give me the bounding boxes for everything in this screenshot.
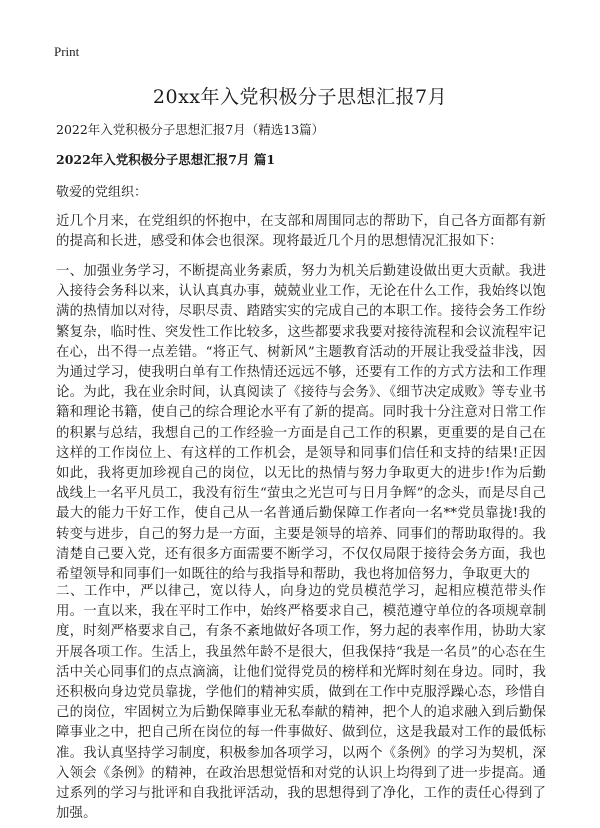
document-subtitle: 2022年入党积极分子思想汇报7月（精选13篇） (56, 122, 325, 137)
body-paragraph: 近几个月来，在党组织的怀抱中，在支部和周围同志的帮助下，自己各方面都有新的提高和长进，感受和体会也很深。现将最近几个月的思想情况汇报如下： (56, 214, 546, 250)
document-title: 20xx年入党积极分子思想汇报7月 (152, 86, 448, 108)
body-paragraph: 一、加强业务学习，不断提高业务素质，努力为机关后勤建设做出更大贡献。我进入接待会务科以来，认认真真办事，兢兢业业工作，无论在什么工作，我始终以饱满的热情加以对待，尽职尽责、踏踏实实的完成自己的本职工作。接待会务工作纷繁复杂，临时性、突发性工作比较多，这些都要求我要对接待流程和会议流程牢记在心，出不得一点差错。“将正气、树新风”主题教育活动的开展让我受益非浅，因为通过学习，使我明白单有工作热情还远远不够，还要有工作的方式方法和工作理论。为此，我在业余时间，认真阅读了《接待与会务》、《细节决定成败》等专业书籍和理论书籍，使自己的综合理论水平有了新的提高。同时我十分注意对日常工作的积累与总结，我想自己的工作经验一方面是自己工作的积累，更重要的是自己在这样的工作岗位上、有这样的工作机会，是领导和同事们信任和支持的结果!正因如此，我将更加珍视自己的岗位，以无比的热情与努力争取更大的进步!作为后勤战线上一名平凡员工，我没有衍生“萤虫之光岂可与日月争辉”的念头，而是尽自己最大的能力干好工作，使自己从一名普通后勤保障工作者向一名**党员靠拢!我的转变与进步，自己的努力是一方面，主要是领导的培养、同事们的帮助取得的。我清楚自己要入党，还有很多方面需要不断学习，不仅仅局限于接待会务方面，我也希望领导和同事们一如既往的给与我指导和帮助，我也将加倍努力，争取更大的 (56, 264, 546, 583)
body-paragraph: 二、工作中，严以律己，宽以待人，向身边的党员模范学习，起相应模范带头作用。一直以来，我在平时工作中，始终严格要求自己，模范遵守单位的各项规章制度，时刻严格要求自己，有条不紊地做好各项工作，努力起的表率作用，协助大家开展各项工作。生活上，我虽然年龄不是很大，但我保持“我是一名员”的心态在生活中关心同事们的点点滴滴，让他们觉得党员的榜样和光辉时刻在身边。同时，我还积极向身边党员靠拢，学他们的精神实质，做到在工作中克服浮躁心态，珍惜自己的岗位，牢固树立为后勤保障事业无私奉献的精神，把个人的追求融入到后勤保障事业之中，把自己所在岗位的每一件事做好、做到位，这是我最对工作的最低标准。我认真坚持学习制度，积极参加各项学习，以两个《条例》的学习为契机，深入领会《条例》的精神，在政治思想觉悟和对党的认识上均得到了进一步提高。通过系列的学习与批评和自我批评活动，我的思想得到了净化，工作的责任心得到了加强。 (56, 584, 546, 822)
print-link[interactable]: Print (54, 44, 80, 59)
section-heading: 2022年入党积极分子思想汇报7月 篇1 (56, 152, 276, 167)
salutation: 敬爱的党组织： (56, 185, 148, 200)
